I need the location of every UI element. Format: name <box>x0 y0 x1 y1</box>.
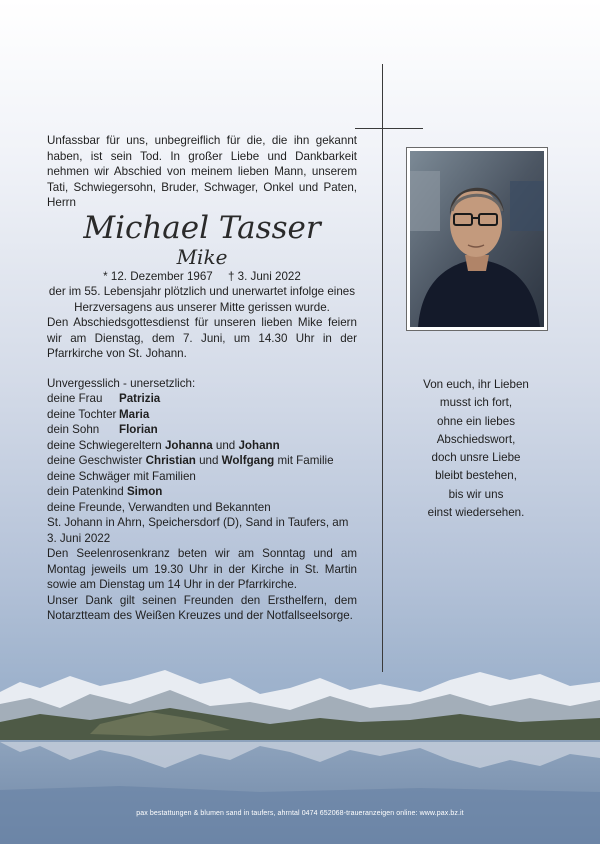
rosary-text: Den Seelenrosenkranz beten wir am Sonntag und am Montag jeweils um 19.30 Uhr in der Kirche in St. Martin sowie am Dienstag um 14 Uhr in der Pfarrkirche. <box>47 547 357 591</box>
mountain-lake-landscape <box>0 664 600 844</box>
death-date: † 3. Juni 2022 <box>227 269 301 283</box>
mourners-heading: Unvergesslich - unersetzlich: <box>47 376 196 390</box>
cross-vertical-line <box>382 64 383 672</box>
mourner-daughter: deine Tochter Maria <box>47 407 150 421</box>
mourners-list <box>47 376 357 516</box>
farewell-poem <box>405 376 547 522</box>
portrait-photo <box>406 147 548 331</box>
poem-line: Von euch, ihr Lieben <box>423 378 529 391</box>
birth-date: * 12. Dezember 1967 <box>103 269 213 283</box>
mourner-wife: deine Frau Patrizia <box>47 392 161 405</box>
thanks-text: Unser Dank gilt seinen Freunden den Ersthelfern, dem Notarztteam des Weißen Kreuzes und der Notfallseelsorge. <box>47 593 357 622</box>
portrait-illustration <box>410 151 544 327</box>
poem-line: bis wir uns <box>448 487 504 501</box>
mourner-friends: deine Freunde, Verwandten und Bekannten <box>47 500 271 514</box>
place-date: St. Johann in Ahrn, Speichersdorf (D), Sand in Taufers, am 3. Juni 2022 <box>47 516 349 545</box>
poem-line: doch unsre Liebe <box>431 451 521 465</box>
poem-line: musst ich fort, <box>439 396 513 410</box>
mourner-brothers-in-law: deine Schwäger mit Familien <box>47 469 196 483</box>
mourner-son: dein Sohn Florian <box>47 423 158 436</box>
mourner-inlaws: deine Schwiegereltern Johanna und Johann <box>47 438 280 452</box>
passing-text: der im 55. Lebensjahr plötzlich und unerwartet infolge eines Herzversagens aus unserer Mitte gerissen wurde. <box>48 285 356 314</box>
footer-funeral-service: pax bestattungen & blumen sand in taufers, ahrntal 0474 652068-traueranzeigen online: www.pax.bz.it <box>136 810 464 817</box>
poem-line: bleibt bestehen, <box>435 469 517 483</box>
funeral-text: Den Abschiedsgottesdienst für unseren lieben Mike feiern wir am Dienstag, dem 7. Juni, um 14.30 Uhr in der Pfarrkirche von St. Johann. <box>47 316 357 360</box>
poem-line: Abschiedswort, <box>436 432 516 446</box>
poem-line: einst wiedersehen. <box>427 506 525 520</box>
obituary-text-column <box>47 133 357 624</box>
life-dates <box>47 269 357 285</box>
deceased-nickname: Mike <box>176 244 228 269</box>
mourner-siblings: deine Geschwister Christian und Wolfgang mit Familie <box>47 454 334 467</box>
mourner-godchild: dein Patenkind Simon <box>47 485 163 498</box>
cross-horizontal-line <box>355 128 423 129</box>
deceased-name: Michael Tasser <box>83 209 321 246</box>
intro-text: Unfassbar für uns, unbegreiflich für die, die ihn gekannt haben, ist sein Tod. In großer Liebe und Dankbarkeit nehmen wir Abschied von meinem lieben Mann, unserem Tati, Schwiegersohn, Bruder, Schwager, Onkel und Paten, Herrn <box>47 134 357 209</box>
poem-line: ohne ein liebes <box>437 414 515 428</box>
